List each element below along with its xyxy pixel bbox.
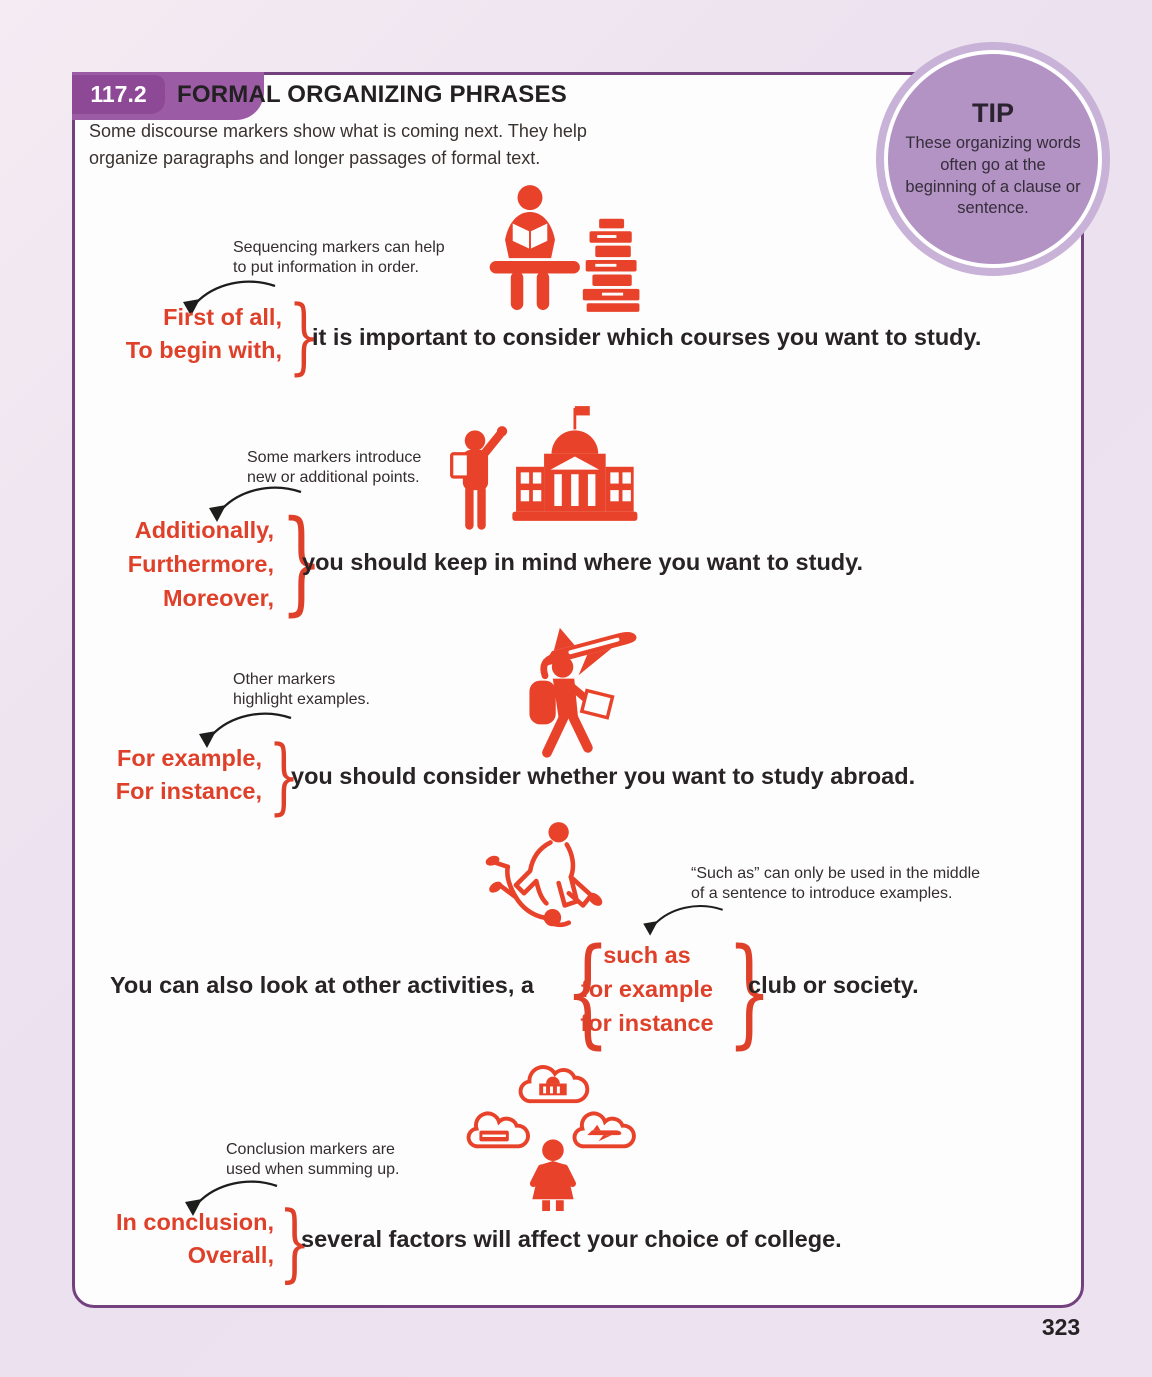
brace-close: } (268, 729, 300, 824)
annotation-such-as: “Such as” can only be used in the middle of a sentence to introduce examples. (691, 865, 981, 902)
markers-additional: Additionally, Furthermore, Moreover, (127, 517, 274, 611)
person-reading-with-book-stack-icon (482, 184, 650, 314)
annotation-additional: Some markers introduce new or additional points. (247, 449, 422, 486)
sentence-1: it is important to consider which courses you want to study. (312, 324, 982, 350)
backpacker-and-airplane-icon (470, 608, 660, 760)
woman-thinking-of-options-icon (462, 1060, 640, 1212)
brace-close: } (280, 497, 324, 627)
brace-close: } (278, 1193, 311, 1291)
annotation-examples: Other markers highlight examples. (233, 671, 370, 708)
section-number-badge: 117.2 (72, 75, 165, 114)
tip-bubble (884, 50, 1102, 268)
sentence-2: you should keep in mind where you want to study. (302, 549, 864, 575)
sentence-4-start: You can also look at other activities, a (110, 972, 534, 998)
page-number: 323 (1041, 1314, 1081, 1340)
sentence-4-end: club or society. (748, 972, 919, 998)
annotation-conclusion: Conclusion markers are used when summing up. (226, 1141, 400, 1178)
markers-examples: For example, For instance, (115, 745, 262, 804)
brace-close: } (288, 289, 320, 384)
tip-heading: TIP (971, 97, 1014, 128)
sentence-5: several factors will affect your choice of college. (301, 1226, 842, 1252)
tip-body: These organizing words often go at the beginning of a clause or sentence. (905, 133, 1081, 218)
markers-conclusion: In conclusion, Overall, (116, 1209, 274, 1268)
sentence-3: you should consider whether you want to study abroad. (291, 763, 916, 789)
brace-close: } (727, 922, 773, 1060)
annotation-sequencing: Sequencing markers can help to put information in order. (233, 239, 445, 276)
intro-text: Some discourse markers show what is coming next. They help organize paragraphs and longer passages of formal text. (89, 121, 587, 168)
markers-such-as: such as for example for instance (580, 942, 714, 1036)
markers-sequencing: First of all, To begin with, (125, 304, 282, 363)
student-and-university-building-icon (447, 392, 643, 535)
page-title: FORMAL ORGANIZING PHRASES (177, 81, 567, 108)
brace-open: { (565, 922, 611, 1060)
